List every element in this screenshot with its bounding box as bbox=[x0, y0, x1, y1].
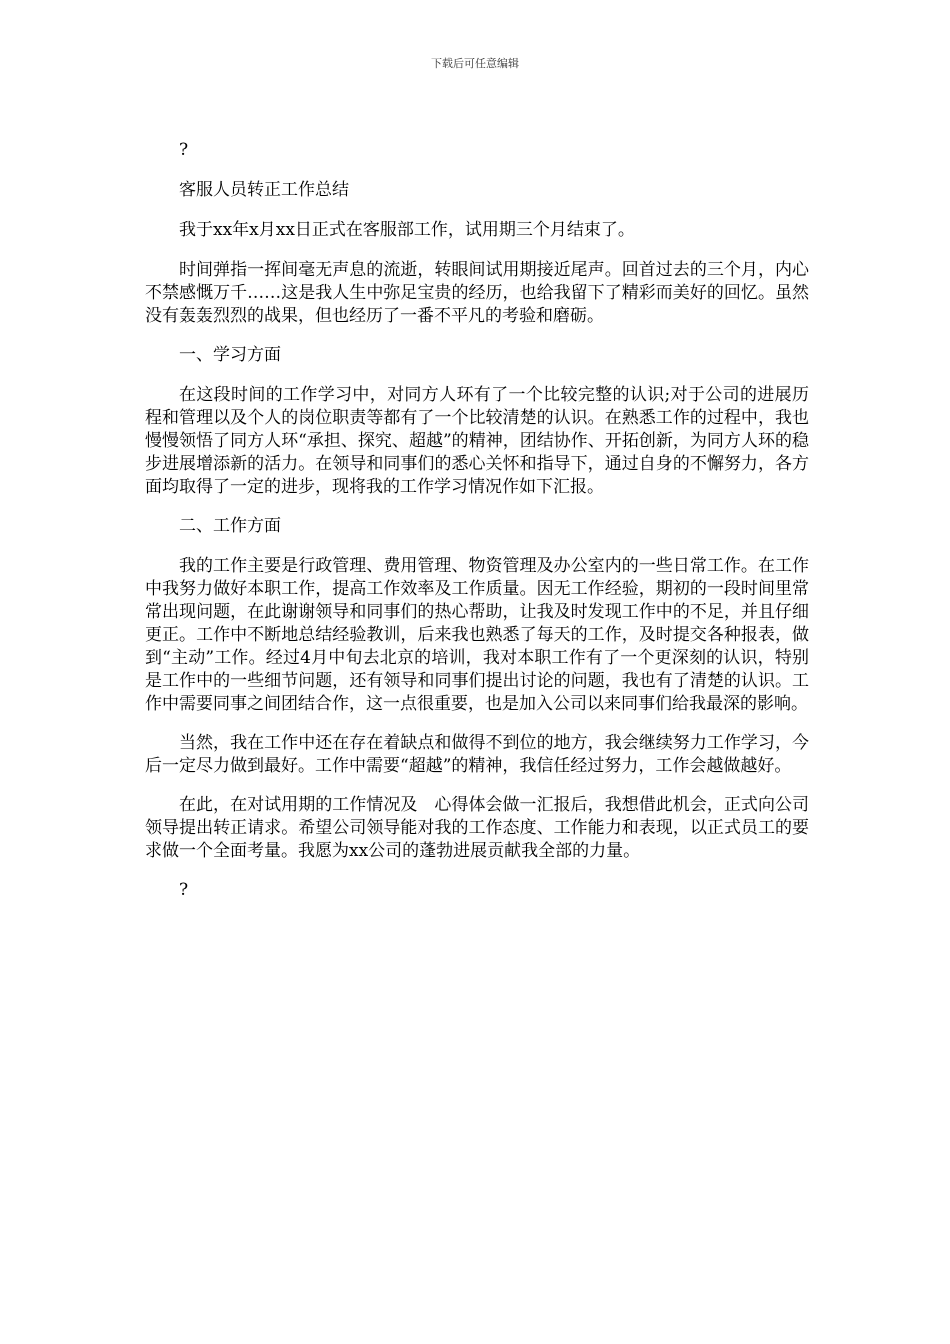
study-paragraph: 在这段时间的工作学习中，对同方人环有了一个比较完整的认识;对于公司的进展历程和管理以及个人的岗位职责等都有了一个比较清楚的认识。在熟悉工作的过程中，我也慢慢领悟了同方人环“承担、探究、超越”的精神，团结协作、开拓创新，为同方人环的稳步进展增添新的活力。在领导和同事们的悉心关怀和指导下，通过自身的不懈努力，各方面均取得了一定的进步，现将我的工作学习情况作如下汇报。 bbox=[145, 385, 809, 497]
page-header: 下载后可任意编辑 bbox=[431, 57, 519, 70]
section-heading-work: 二、工作方面 bbox=[179, 516, 281, 536]
request-paragraph: 在此，在对试用期的工作情况及 心得体会做一汇报后，我想借此机会，正式向公司领导提出转正请求。希望公司领导能对我的工作态度、工作能力和表现，以正式员工的要求做一个全面考量。我愿为xx公司的蓬勃进展贡献我全部的力量。 bbox=[145, 795, 809, 861]
work-paragraph: 我的工作主要是行政管理、费用管理、物资管理及办公室内的一些日常工作。在工作中我努力做好本职工作，提高工作效率及工作质量。因无工作经验，期初的一段时间里常常出现问题，在此谢谢领导和同事们的热心帮助，让我及时发现工作中的不足，并且仔细更正。工作中不断地总结经验教训，后来我也熟悉了每天的工作，及时提交各种报表，做到“主动”工作。经过4月中旬去北京的培训，我对本职工作有了一个更深刻的认识，特别是工作中的一些细节问题，还有领导和同事们提出讨论的问题，我也有了清楚的认识。工作中需要同事之间团结合作，这一点很重要，也是加入公司以来同事们给我最深的影响。 bbox=[145, 556, 809, 714]
document-body bbox=[145, 139, 809, 919]
intro-paragraph: 我于xx年x月xx日正式在客服部工作，试用期三个月结束了。 bbox=[179, 220, 635, 240]
document-title: 客服人员转正工作总结 bbox=[179, 180, 349, 200]
section-heading-study: 一、学习方面 bbox=[179, 345, 281, 365]
placeholder-mark-top: ? bbox=[179, 140, 189, 160]
placeholder-mark-bottom: ? bbox=[179, 880, 189, 900]
shortcomings-paragraph: 当然，我在工作中还在存在着缺点和做得不到位的地方，我会继续努力工作学习，今后一定尽力做到最好。工作中需要“超越”的精神，我信任经过努力，工作会越做越好。 bbox=[145, 733, 809, 776]
reflection-paragraph: 时间弹指一挥间毫无声息的流逝，转眼间试用期接近尾声。回首过去的三个月，内心不禁感慨万千……这是我人生中弥足宝贵的经历，也给我留下了精彩而美好的回忆。虽然没有轰轰烈烈的战果，但也经历了一番不平凡的考验和磨砺。 bbox=[145, 260, 809, 326]
